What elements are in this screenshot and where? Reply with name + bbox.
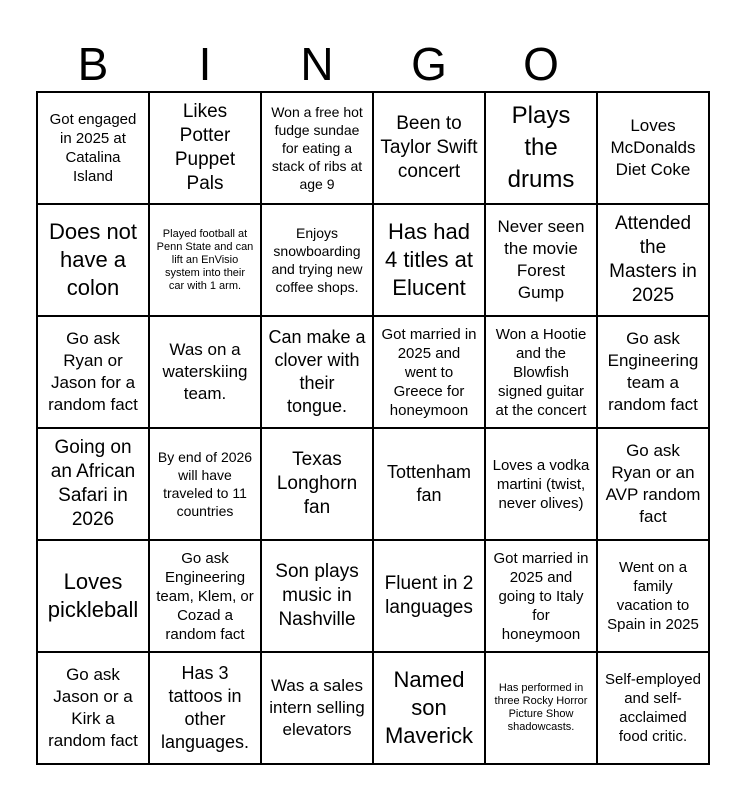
cell-text: Texas Longhorn fan bbox=[276, 449, 358, 518]
header-letter-b: B bbox=[77, 38, 109, 90]
bingo-cell[interactable] bbox=[150, 541, 260, 651]
cell-text: Got engaged in 2025 at Catalina Island bbox=[49, 111, 137, 185]
bingo-board bbox=[36, 91, 710, 765]
header-letter-n: N bbox=[300, 38, 334, 90]
cell-text: Went on a family vacation to Spain in 2025 bbox=[607, 559, 699, 633]
cell-text: Has 3 tattoos in other languages. bbox=[160, 663, 250, 752]
cell-text: Was on a waterskiing team. bbox=[162, 340, 248, 403]
bingo-cell[interactable] bbox=[598, 429, 708, 539]
bingo-cell[interactable] bbox=[486, 317, 596, 427]
bingo-cell[interactable] bbox=[486, 429, 596, 539]
cell-text: Go ask Jason or a Kirk a random fact bbox=[48, 665, 138, 750]
cell-text: Going on an African Safari in 2026 bbox=[50, 437, 136, 530]
bingo-cell[interactable] bbox=[150, 653, 260, 763]
bingo-cell[interactable] bbox=[598, 205, 708, 315]
bingo-cell[interactable] bbox=[374, 541, 484, 651]
cell-text: Named son Maverick bbox=[384, 667, 473, 748]
cell-text: By end of 2026 will have traveled to 11 countries bbox=[157, 449, 253, 519]
bingo-cell[interactable] bbox=[150, 429, 260, 539]
cell-text: Was a sales intern selling elevators bbox=[269, 676, 365, 739]
cell-text: Has had 4 titles at Elucent bbox=[384, 219, 474, 300]
cell-text: Loves a vodka martini (twist, never olives) bbox=[492, 456, 590, 512]
cell-text: Won a free hot fudge sundae for eating a stack of ribs at age 9 bbox=[271, 104, 363, 192]
cell-text: Self-employed and self-acclaimed food critic. bbox=[605, 671, 701, 745]
bingo-cell[interactable] bbox=[374, 653, 484, 763]
bingo-cell[interactable] bbox=[262, 317, 372, 427]
cell-text: Been to Taylor Swift concert bbox=[380, 113, 478, 182]
cell-text: Tottenham fan bbox=[386, 462, 472, 505]
bingo-cell[interactable] bbox=[374, 317, 484, 427]
bingo-cell[interactable] bbox=[262, 653, 372, 763]
bingo-cell[interactable] bbox=[38, 429, 148, 539]
cell-text: Has performed in three Rocky Horror Picture Show shadowcasts. bbox=[494, 682, 588, 733]
bingo-cell[interactable] bbox=[262, 205, 372, 315]
cell-text: Never seen the movie Forest Gump bbox=[497, 217, 585, 302]
bingo-cell[interactable] bbox=[150, 317, 260, 427]
cell-text: Son plays music in Nashville bbox=[275, 561, 359, 630]
cell-text: Loves McDonalds Diet Coke bbox=[610, 116, 696, 179]
cell-text: Got married in 2025 and going to Italy for honeymoon bbox=[493, 549, 589, 643]
cell-text: Attended the Masters in 2025 bbox=[609, 213, 697, 306]
bingo-cell[interactable] bbox=[262, 429, 372, 539]
bingo-cell[interactable] bbox=[374, 93, 484, 203]
cell-text: Go ask Engineering team a random fact bbox=[607, 329, 699, 414]
bingo-cell[interactable] bbox=[262, 93, 372, 203]
bingo-cell[interactable] bbox=[486, 93, 596, 203]
cell-text: Won a Hootie and the Blowfish signed guitar at the concert bbox=[495, 325, 587, 419]
bingo-cell[interactable] bbox=[598, 653, 708, 763]
cell-text: Fluent in 2 languages bbox=[384, 573, 474, 618]
bingo-cell[interactable] bbox=[374, 205, 484, 315]
bingo-cell[interactable] bbox=[598, 317, 708, 427]
bingo-cell[interactable] bbox=[38, 93, 148, 203]
bingo-cell[interactable] bbox=[486, 205, 596, 315]
cell-text: Go ask Ryan or an AVP random fact bbox=[605, 441, 701, 526]
cell-text: Go ask Engineering team, Klem, or Cozad a random fact bbox=[156, 549, 254, 643]
bingo-cell[interactable] bbox=[150, 93, 260, 203]
cell-text: Plays the drums bbox=[507, 102, 575, 193]
cell-text: Likes Potter Puppet Pals bbox=[174, 101, 236, 194]
header-letter-blank bbox=[597, 36, 709, 92]
cell-text: Go ask Ryan or Jason for a random fact bbox=[48, 329, 138, 414]
bingo-cell[interactable] bbox=[262, 541, 372, 651]
bingo-cell[interactable] bbox=[374, 429, 484, 539]
bingo-cell[interactable] bbox=[38, 317, 148, 427]
cell-text: Loves pickleball bbox=[47, 569, 139, 622]
cell-text: Does not have a colon bbox=[48, 219, 138, 300]
bingo-cell[interactable] bbox=[150, 205, 260, 315]
bingo-cell[interactable] bbox=[598, 93, 708, 203]
cell-text: Got married in 2025 and went to Greece for honeymoon bbox=[381, 325, 477, 419]
header-letter-i: I bbox=[198, 38, 212, 90]
bingo-cell[interactable] bbox=[38, 541, 148, 651]
cell-text: Can make a clover with their tongue. bbox=[268, 327, 366, 416]
header-letter-g: G bbox=[411, 38, 447, 90]
bingo-cell[interactable] bbox=[486, 653, 596, 763]
cell-text: Played football at Penn State and can lift an EnVisio system into their car with 1 arm. bbox=[156, 227, 254, 292]
bingo-cell[interactable] bbox=[598, 541, 708, 651]
bingo-cell[interactable] bbox=[486, 541, 596, 651]
bingo-cell[interactable] bbox=[38, 653, 148, 763]
cell-text: Enjoys snowboarding and trying new coffee shops. bbox=[271, 225, 363, 295]
bingo-cell[interactable] bbox=[38, 205, 148, 315]
bingo-header bbox=[37, 36, 709, 92]
header-letter-o: O bbox=[523, 38, 559, 90]
